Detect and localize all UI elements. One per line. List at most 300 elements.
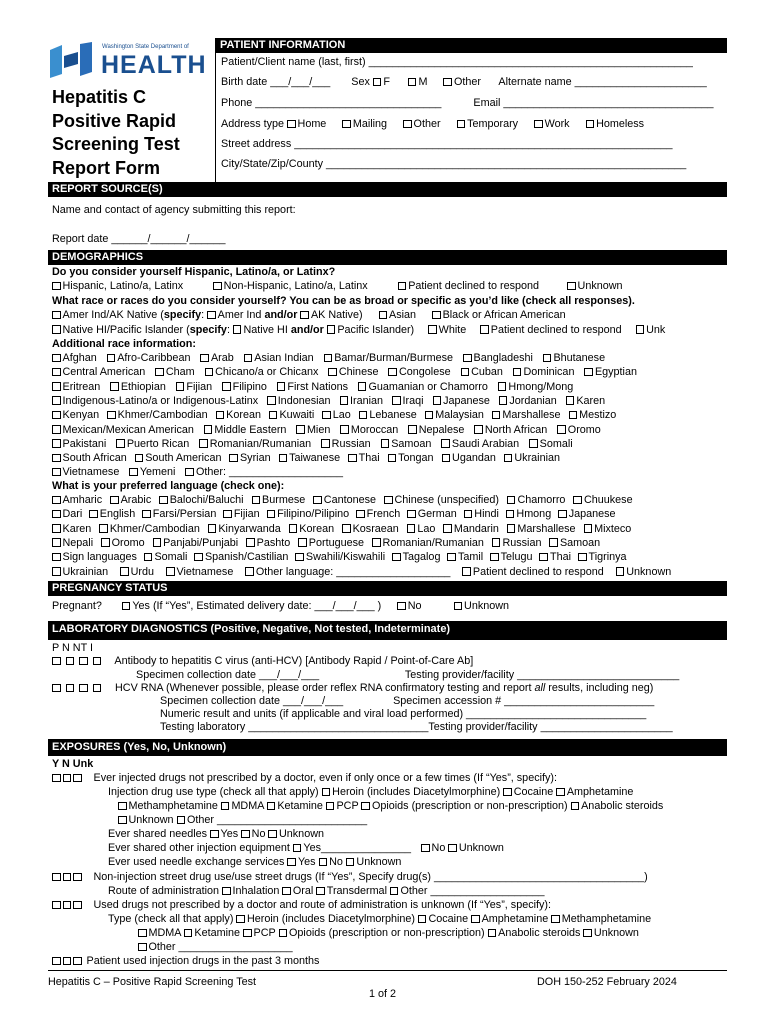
needles-no-label: No (251, 828, 266, 840)
race-checkbox[interactable] (584, 368, 593, 377)
street-address-field[interactable]: Street address _______________________________________________________________ (221, 138, 673, 150)
route-other-checkbox[interactable] (390, 887, 399, 896)
sex-label: Sex (351, 76, 370, 88)
language-checkbox[interactable] (194, 553, 203, 562)
race-checkbox[interactable] (433, 396, 442, 405)
language-checkbox[interactable] (492, 538, 501, 547)
race-checkbox[interactable] (229, 454, 238, 463)
race-row-2 (52, 324, 665, 337)
race-checkbox[interactable] (296, 425, 305, 434)
race-checkbox[interactable] (463, 354, 472, 363)
language-label: Swahili/Kiswahili (305, 551, 386, 564)
language-checkbox[interactable] (443, 524, 452, 533)
race-label: Puerto Rican (126, 437, 190, 450)
addr-mailing-checkbox[interactable] (342, 120, 351, 129)
language-label: Panjabi/Punjabi (163, 536, 239, 549)
race-label: Black or African American (442, 309, 566, 321)
race-checkbox[interactable] (110, 382, 119, 391)
language-checkbox[interactable] (356, 510, 365, 519)
language-label: Sign languages (62, 551, 137, 564)
race-checkbox[interactable] (155, 368, 164, 377)
doh-logo-icon (48, 42, 94, 82)
np-opioids-label: Opioids (prescription or non-prescription) (289, 927, 485, 939)
race-checkbox[interactable] (348, 454, 357, 463)
agency-contact-field[interactable]: Name and contact of agency submitting this report: (52, 204, 296, 216)
inhalation-label: Inhalation (232, 885, 280, 897)
exchange-unknown-checkbox[interactable] (346, 858, 355, 867)
np-pcp-label: PCP (253, 927, 276, 939)
np-cocaine-label: Cocaine (428, 913, 469, 925)
language-checkbox[interactable] (245, 567, 254, 576)
language-checkbox[interactable] (52, 553, 61, 562)
language-checkbox[interactable] (289, 524, 298, 533)
race-checkbox[interactable] (269, 411, 278, 420)
anabolic-checkbox[interactable] (571, 802, 580, 811)
heroin-label: Heroin (includes Diacetylmorphine) (332, 786, 501, 798)
footer-left: Hepatitis C – Positive Rapid Screening Test (48, 976, 257, 988)
inj-unk[interactable] (73, 774, 82, 783)
anti-hcv-n[interactable] (66, 657, 75, 666)
language-label: Tamil (457, 551, 484, 564)
language-checkbox[interactable] (407, 510, 416, 519)
language-checkbox[interactable] (407, 524, 416, 533)
language-checkbox[interactable] (507, 524, 516, 533)
language-checkbox[interactable] (558, 510, 567, 519)
needles-no-checkbox[interactable] (241, 830, 250, 839)
language-checkbox[interactable] (89, 510, 98, 519)
hispanic-options (52, 280, 623, 293)
hispanic-declined-checkbox[interactable] (398, 282, 407, 291)
language-checkbox[interactable] (298, 538, 307, 547)
form-title (52, 86, 217, 180)
race-checkbox[interactable] (557, 425, 566, 434)
city-state-field[interactable]: City/State/Zip/County ____________________________________________________________ (221, 158, 687, 170)
anti-hcv-i[interactable] (93, 657, 102, 666)
language-checkbox[interactable] (166, 567, 175, 576)
past3-y[interactable] (52, 957, 61, 966)
language-checkbox[interactable] (208, 524, 217, 533)
testing-provider-field[interactable]: Testing provider/facility ___________________________ (404, 669, 680, 681)
language-checkbox[interactable] (52, 567, 61, 576)
race-label: Yemeni (139, 466, 176, 479)
nhpi-checkbox[interactable] (52, 325, 61, 334)
race-checkbox[interactable] (176, 382, 185, 391)
language-checkbox[interactable] (313, 496, 322, 505)
race-checkbox[interactable] (569, 411, 578, 420)
race-declined-checkbox[interactable] (480, 325, 489, 334)
language-checkbox[interactable] (223, 510, 232, 519)
race-checkbox[interactable] (340, 396, 349, 405)
race-checkbox[interactable] (324, 354, 333, 363)
pregnant-label: Pregnant? (52, 600, 102, 612)
addr-work-checkbox[interactable] (534, 120, 543, 129)
past3-n[interactable] (63, 957, 72, 966)
transdermal-checkbox[interactable] (316, 887, 325, 896)
numeric-result-field[interactable]: Numeric result and units (if applicable and viral load performed) ______________________________ (160, 708, 647, 720)
language-checkbox[interactable] (464, 510, 473, 519)
race-label: Ethiopian (120, 380, 166, 393)
race-checkbox[interactable] (205, 368, 214, 377)
language-checkbox[interactable] (99, 524, 108, 533)
pregnant-unknown-checkbox[interactable] (454, 602, 463, 611)
language-checkbox[interactable] (120, 567, 129, 576)
sex-other-checkbox[interactable] (443, 78, 452, 87)
race-checkbox[interactable] (461, 368, 470, 377)
language-checkbox[interactable] (539, 553, 548, 562)
language-checkbox[interactable] (252, 496, 261, 505)
race-checkbox[interactable] (321, 439, 330, 448)
race-checkbox[interactable] (52, 368, 61, 377)
inj-y[interactable] (52, 774, 61, 783)
hcv-rna-i[interactable] (93, 684, 102, 693)
language-label: Kosraean (352, 522, 399, 535)
language-checkbox[interactable] (52, 510, 61, 519)
language-label: Karen (62, 522, 92, 535)
hcv-rna-nt[interactable] (79, 684, 88, 693)
language-checkbox[interactable] (573, 496, 582, 505)
race-checkbox[interactable] (492, 411, 501, 420)
np-mdma-label: MDMA (148, 927, 181, 939)
hispanic-checkbox[interactable] (52, 282, 61, 291)
np-cocaine-checkbox[interactable] (418, 915, 427, 924)
race-checkbox[interactable] (199, 439, 208, 448)
language-checkbox[interactable] (159, 496, 168, 505)
language-checkbox[interactable] (52, 496, 61, 505)
drug-type-label: Injection drug use type (check all that apply) (108, 786, 319, 798)
race-checkbox[interactable] (222, 382, 231, 391)
language-checkbox[interactable] (392, 553, 401, 562)
race-label: Pakistani (62, 437, 107, 450)
race-row (52, 438, 573, 451)
race-label: Indigenous-Latino/a or Indigenous-Latinx (62, 394, 259, 407)
needles-unknown-checkbox[interactable] (268, 830, 277, 839)
pregnant-unknown-label: Unknown (464, 600, 510, 612)
equipment-unknown-checkbox[interactable] (448, 844, 457, 853)
language-checkbox[interactable] (342, 524, 351, 533)
language-label: Japanese (568, 508, 616, 521)
language-checkbox[interactable] (52, 524, 61, 533)
specimen-accession-field[interactable]: Specimen accession # _________________________ (393, 695, 655, 707)
race-label: North African (484, 423, 548, 436)
race-checkbox[interactable] (52, 439, 61, 448)
race-label: Hmong/Mong (508, 380, 574, 393)
language-checkbox[interactable] (384, 496, 393, 505)
non-hispanic-label: Non-Hispanic, Latino/a, Latinx (223, 280, 368, 292)
race-checkbox[interactable] (340, 425, 349, 434)
race-label: Karen (576, 394, 606, 407)
race-checkbox[interactable] (52, 382, 61, 391)
race-checkbox[interactable] (204, 425, 213, 434)
patient-name-field[interactable]: Patient/Client name (last, first) ______________________________________________________ (221, 56, 693, 68)
type-all-label: Type (check all that apply) (108, 913, 234, 925)
language-checkbox[interactable] (490, 553, 499, 562)
transdermal-label: Transdermal (326, 885, 387, 897)
np-y[interactable] (52, 901, 61, 910)
language-label: Khmer/Cambodian (109, 522, 200, 535)
pregnancy-row (52, 600, 509, 613)
race-checkbox[interactable] (52, 454, 61, 463)
language-checkbox[interactable] (142, 510, 151, 519)
race-checkbox[interactable] (328, 368, 337, 377)
shared-equipment-row (108, 842, 504, 855)
phone-email-row (221, 97, 714, 110)
language-label: Telugu (500, 551, 533, 564)
race-checkbox[interactable] (52, 468, 61, 477)
doh-logo (48, 42, 207, 84)
address-type-label: Address type (221, 118, 285, 130)
language-checkbox[interactable] (101, 538, 110, 547)
np-pcp-checkbox[interactable] (243, 929, 252, 938)
race-checkbox[interactable] (392, 396, 401, 405)
hcv-rna-p[interactable] (52, 684, 61, 693)
race-label: Japanese (443, 394, 490, 407)
language-checkbox[interactable] (246, 538, 255, 547)
language-label: Unknown (626, 565, 672, 578)
hcv-rna-n[interactable] (66, 684, 75, 693)
race-checkbox[interactable] (499, 396, 508, 405)
race-label: Kenyan (62, 409, 100, 422)
amer-ind-ak-checkbox[interactable] (52, 311, 61, 320)
specimen-date-field[interactable]: Specimen collection date ___/___/___ (136, 669, 320, 681)
race-checkbox[interactable] (442, 454, 451, 463)
np-ketamine-checkbox[interactable] (184, 929, 193, 938)
cocaine-checkbox[interactable] (503, 788, 512, 797)
shared-needles-label: Ever shared needles (108, 828, 208, 840)
language-checkbox[interactable] (616, 567, 625, 576)
language-row (52, 494, 633, 507)
white-checkbox[interactable] (428, 325, 437, 334)
race-checkbox[interactable] (441, 439, 450, 448)
past-3-months-label: Patient used injection drugs in the past 3 months (86, 955, 320, 967)
race-checkbox[interactable] (244, 354, 253, 363)
form-title-line: Positive Rapid (52, 110, 177, 131)
race-checkbox[interactable] (52, 411, 61, 420)
addr-temporary-checkbox[interactable] (457, 120, 466, 129)
race-checkbox[interactable] (425, 411, 434, 420)
np-mdma-checkbox[interactable] (138, 929, 147, 938)
language-checkbox[interactable] (267, 510, 276, 519)
race-label: AK Native) (310, 309, 363, 321)
equipment-yes-label: Yes_______________ (303, 842, 412, 854)
race-checkbox[interactable] (107, 354, 116, 363)
np-amphetamine-checkbox[interactable] (471, 915, 480, 924)
language-checkbox[interactable] (447, 553, 456, 562)
addr-home-checkbox[interactable] (287, 120, 296, 129)
sex-m-checkbox[interactable] (408, 78, 417, 87)
race-label: Cuban (471, 366, 503, 379)
colon: : (226, 323, 230, 336)
anti-hcv-label: Antibody to hepatitis C virus (anti-HCV) [Antibody Rapid / Point-of-Care Ab] (114, 655, 474, 667)
language-checkbox[interactable] (462, 567, 471, 576)
amphetamine-checkbox[interactable] (556, 788, 565, 797)
non-hispanic-checkbox[interactable] (213, 282, 222, 291)
pregnant-yes-checkbox[interactable] (122, 602, 131, 611)
race-checkbox[interactable] (474, 425, 483, 434)
testing-lab-field[interactable]: Testing laboratory ______________________________Testing provider/facility ______________________ (160, 721, 673, 733)
sex-f-checkbox[interactable] (373, 78, 382, 87)
addr-homeless-checkbox[interactable] (586, 120, 595, 129)
np-unk[interactable] (73, 901, 82, 910)
addr-mailing-label: Mailing (352, 118, 388, 130)
exposure-columns: Y N Unk (52, 758, 94, 770)
language-checkbox[interactable] (578, 553, 587, 562)
race-checkbox[interactable] (107, 411, 116, 420)
black-checkbox[interactable] (432, 311, 441, 320)
race-checkbox[interactable] (388, 368, 397, 377)
race-checkbox[interactable] (52, 425, 61, 434)
report-date-field[interactable]: Report date ______/______/______ (52, 233, 226, 245)
race-label: Iraqi (402, 394, 424, 407)
phone-field[interactable]: Phone _______________________________ (221, 97, 442, 109)
language-label: Cantonese (323, 494, 376, 506)
noninj-n[interactable] (63, 873, 72, 882)
anti-hcv-nt[interactable] (79, 657, 88, 666)
language-label: Fijian (233, 508, 260, 521)
np-unknown-checkbox[interactable] (583, 929, 592, 938)
race-checkbox[interactable] (358, 382, 367, 391)
race-label: Iranian (350, 394, 384, 407)
race-checkbox[interactable] (388, 454, 397, 463)
lab-header: LABORATORY DIAGNOSTICS (Positive, Negative, Not tested, Indeterminate) (48, 621, 727, 640)
np-opioids-checkbox[interactable] (279, 929, 288, 938)
race-checkbox[interactable] (381, 439, 390, 448)
exposures-header: EXPOSURES (Yes, No, Unknown) (48, 739, 727, 756)
language-checkbox[interactable] (110, 496, 119, 505)
colon: : (201, 309, 205, 321)
exchange-no-checkbox[interactable] (319, 858, 328, 867)
additional-race-header: Additional race information: (52, 338, 196, 350)
race-label: Amer Ind (217, 309, 262, 321)
meth-checkbox[interactable] (118, 802, 127, 811)
oral-checkbox[interactable] (282, 887, 291, 896)
race-checkbox[interactable] (566, 396, 575, 405)
language-checkbox[interactable] (372, 538, 381, 547)
race-unk-checkbox[interactable] (636, 325, 645, 334)
inj-type-row-1 (108, 786, 633, 799)
np-ketamine-label: Ketamine (194, 927, 241, 939)
inj-n[interactable] (63, 774, 72, 783)
race-checkbox[interactable] (504, 454, 513, 463)
race-checkbox[interactable] (529, 439, 538, 448)
email-field[interactable]: Email ___________________________________ (473, 97, 714, 109)
np-anabolic-checkbox[interactable] (488, 929, 497, 938)
inj-unknown-label: Unknown (128, 814, 174, 826)
hcv-rna-all: all (534, 682, 546, 694)
noninj-y[interactable] (52, 873, 61, 882)
race-checkbox[interactable] (408, 425, 417, 434)
alternate-name-field[interactable]: Alternate name ______________________ (498, 76, 707, 88)
inj-other-checkbox[interactable] (177, 816, 186, 825)
np-other-label: Other ___________________ (148, 941, 293, 953)
race-checkbox[interactable] (129, 468, 138, 477)
birth-date-field[interactable]: Birth date ___/___/___ (221, 76, 331, 88)
np-other-checkbox[interactable] (138, 943, 147, 952)
language-checkbox[interactable] (549, 538, 558, 547)
race-checkbox[interactable] (52, 354, 61, 363)
inj-unknown-checkbox[interactable] (118, 816, 127, 825)
race-checkbox[interactable] (279, 454, 288, 463)
race-checkbox[interactable] (322, 411, 331, 420)
race-label: Eritrean (62, 380, 101, 393)
heroin-checkbox[interactable] (322, 788, 331, 797)
past3-unk[interactable] (73, 957, 82, 966)
language-label: Amharic (62, 494, 103, 506)
anti-hcv-p[interactable] (52, 657, 61, 666)
race-checkbox[interactable] (116, 439, 125, 448)
exchange-yes-checkbox[interactable] (287, 858, 296, 867)
race-checkbox[interactable] (543, 354, 552, 363)
language-checkbox[interactable] (52, 538, 61, 547)
pcp-checkbox[interactable] (326, 802, 335, 811)
hispanic-unknown-label: Unknown (577, 280, 623, 292)
language-checkbox[interactable] (584, 524, 593, 533)
np-meth-checkbox[interactable] (551, 915, 560, 924)
race-checkbox[interactable] (277, 382, 286, 391)
native-hi-checkbox[interactable] (233, 325, 242, 334)
race-checkbox[interactable] (498, 382, 507, 391)
language-checkbox[interactable] (144, 553, 153, 562)
language-checkbox[interactable] (153, 538, 162, 547)
amer-ind-checkbox[interactable] (207, 311, 216, 320)
pregnant-yes-label: Yes (If “Yes”, Estimated delivery date: ___/___/___ ) (132, 600, 382, 612)
addr-home-label: Home (297, 118, 327, 130)
race-label: Moroccan (350, 423, 399, 436)
language-label: Kinyarwanda (218, 522, 281, 535)
ketamine-checkbox[interactable] (267, 802, 276, 811)
language-checkbox[interactable] (295, 553, 304, 562)
np-type-row-3 (138, 941, 293, 954)
route-row (108, 885, 545, 898)
pacific-islander-checkbox[interactable] (327, 325, 336, 334)
inhalation-checkbox[interactable] (222, 887, 231, 896)
ak-native-checkbox[interactable] (300, 311, 309, 320)
noninj-unk[interactable] (73, 873, 82, 882)
language-checkbox[interactable] (506, 510, 515, 519)
pregnant-no-checkbox[interactable] (397, 602, 406, 611)
race-checkbox[interactable] (216, 411, 225, 420)
race-checkbox[interactable] (52, 396, 61, 405)
mdma-checkbox[interactable] (221, 802, 230, 811)
meth-label: Methamphetamine (128, 800, 218, 812)
specify-label: specify (163, 309, 202, 321)
race-checkbox[interactable] (267, 396, 276, 405)
needles-yes-checkbox[interactable] (210, 830, 219, 839)
race-checkbox[interactable] (135, 454, 144, 463)
race-checkbox[interactable] (200, 354, 209, 363)
race-label: Pacific Islander) (337, 323, 415, 336)
asian-checkbox[interactable] (379, 311, 388, 320)
specimen-date-field[interactable]: Specimen collection date ___/___/___ (160, 695, 344, 707)
race-label: Other: ___________________ (195, 466, 344, 479)
opioids-checkbox[interactable] (361, 802, 370, 811)
race-label: Saudi Arabian (451, 437, 520, 450)
race-label: Thai (358, 452, 380, 465)
race-checkbox[interactable] (359, 411, 368, 420)
equipment-no-checkbox[interactable] (421, 844, 430, 853)
race-checkbox[interactable] (513, 368, 522, 377)
race-label: Mestizo (579, 409, 617, 422)
addr-other-checkbox[interactable] (403, 120, 412, 129)
race-checkbox[interactable] (185, 468, 194, 477)
noninjection-row (52, 871, 648, 884)
np-heroin-checkbox[interactable] (236, 915, 245, 924)
language-label: Thai (549, 551, 571, 564)
race-label: South African (62, 452, 127, 465)
np-n[interactable] (63, 901, 72, 910)
language-checkbox[interactable] (507, 496, 516, 505)
equipment-yes-checkbox[interactable] (293, 844, 302, 853)
hispanic-unknown-checkbox[interactable] (567, 282, 576, 291)
